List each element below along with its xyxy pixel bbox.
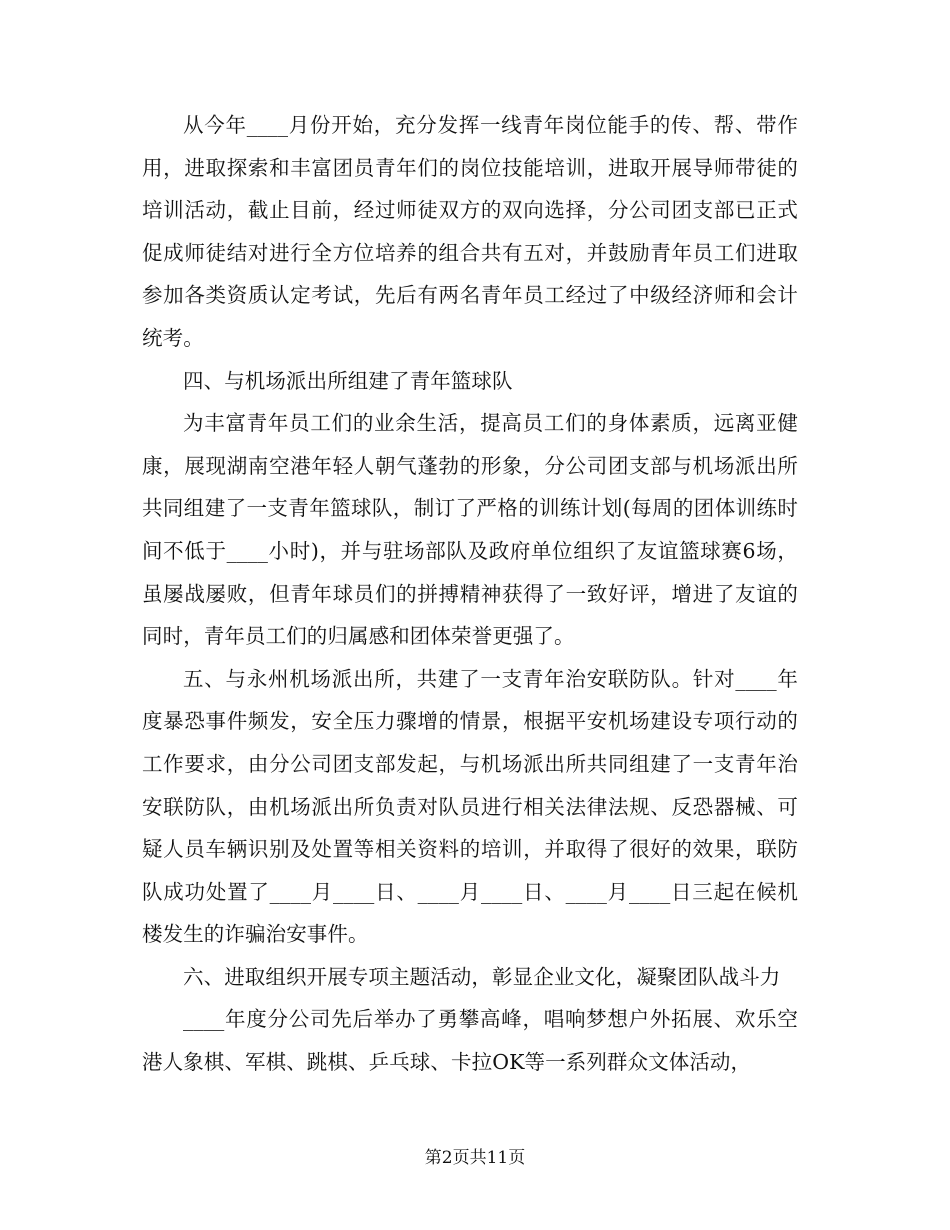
paragraph-activities: ____年度分公司先后举办了勇攀高峰，唱响梦想户外拓展、欢乐空港人象棋、军棋、跳棋、乒乓球、卡拉OK等一系列群众文体活动， [142, 1007, 798, 1075]
document-body [142, 104, 798, 1084]
heading-themed-activities: 六、进取组织开展专项主题活动，彰显企业文化，凝聚团队战斗力 [183, 964, 781, 989]
paragraph-mentorship: 从今年____月份开始，充分发挥一线青年岗位能手的传、帮、带作用，进取探索和丰富团员青年们的岗位技能培训，进取开展导师带徒的培训活动，截止目前，经过师徒双方的双向选择，分公司团支部已正式促成师徒结对进行全方位培养的组合共有五对，并鼓励青年员工们进取参加各类资质认定考试，先后有两名青年员工经过了中级经济师和会计统考。 [142, 113, 798, 350]
heading-basketball-team: 四、与机场派出所组建了青年篮球队 [183, 368, 513, 393]
paragraph-security-patrol: 五、与永州机场派出所，共建了一支青年治安联防队。针对____年度暴恐事件频发，安全压力骤增的情景，根据平安机场建设专项行动的工作要求，由分公司团支部发起，与机场派出所共同组建了一支青年治安联防队，由机场派出所负责对队员进行相关法律法规、反恐器械、可疑人员车辆识别及处置等相关资料的培训，并取得了很好的效果，联防队成功处置了____月____日、____月____日、____月____日三起在候机楼发生的诈骗治安事件。 [142, 666, 798, 947]
paragraph-basketball: 为丰富青年员工们的业余生活，提高员工们的身体素质，远离亚健康，展现湖南空港年轻人朝气蓬勃的形象，分公司团支部与机场派出所共同组建了一支青年篮球队，制订了严格的训练计划(每周的团体训练时间不低于____小时)，并与驻场部队及政府单位组织了友谊篮球赛6场，虽屡战屡败，但青年球员们的拼搏精神获得了一致好评，增进了友谊的同时，青年员工们的归属感和团体荣誉更强了。 [142, 411, 798, 649]
page-number: 第2页共11页 [424, 1148, 526, 1168]
